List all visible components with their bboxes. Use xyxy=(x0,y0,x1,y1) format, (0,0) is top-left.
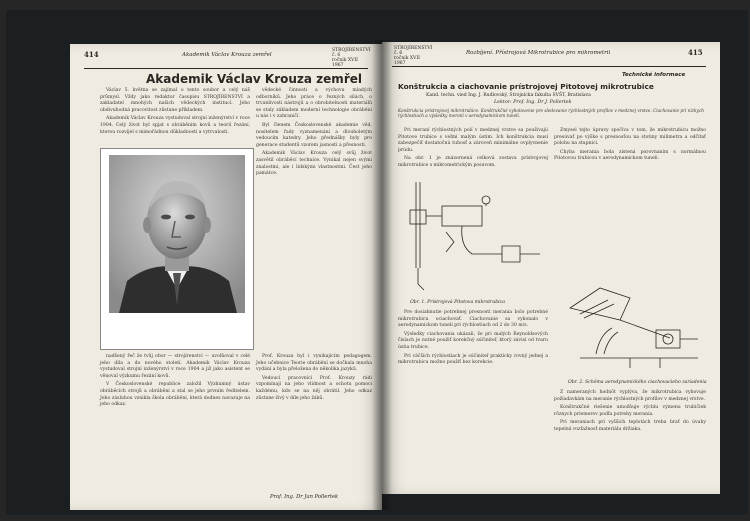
figure-1-caption: Obr. 1. Prístrojová Pitotova mikrotrubica xyxy=(410,300,505,305)
masthead-line: č. 6 xyxy=(332,53,341,58)
paragraph: V Československé republice založil Výzkumný ústav obráběcích strojů a obrábění a stal se jeho prvním ředitelem. Jeho zásluhou vznikla škola obrábění, která dodnes navazuje na jeho odkaz. xyxy=(100,382,250,408)
right-page-number: 415 xyxy=(688,48,703,57)
book-spine-gutter xyxy=(372,40,392,510)
right-column-1 xyxy=(398,128,548,172)
paragraph: Vedoucí pracovníci Prof. Krouzy rádi vzpomínají na jeho vlídnost a ochotu pomoci každému, kdo se na něj obrátil. Jeho odkaz zůstane živý v díle jeho žáků. xyxy=(256,375,372,401)
left-page-number: 414 xyxy=(84,50,99,59)
right-column-3 xyxy=(398,310,548,488)
paragraph: Pri väčších rýchlostiach je súčiniteľ prakticky rovný jednej a mikrotrubicu možno použiť bez korekcie. xyxy=(398,353,548,366)
paragraph: Pri meraní rýchlostných polí v medznej vrstve sa používajú Pitotove trubice s veľmi malým ústim. Ich konštrukcia musí zabezpečiť dostatočnú tuhosť a zároveň minimálne ovplyvnenie prúdu. xyxy=(398,128,548,153)
paragraph: Na obr. 1 je znázornená celková zostava prístrojovej mikrotrubice s mikrometrickým posuvom. xyxy=(398,156,548,168)
paragraph: Pre dosiahnutie potrebnej presnosti merania bolo potrebné mikrotrubicu ociachovať. Ciachovanie sa vykonalo v aerodynamickom tuneli pri rýchlostiach od 2 do 30 m/s. xyxy=(398,310,548,329)
right-column-2 xyxy=(554,128,706,264)
header-rule xyxy=(84,68,368,69)
figure-1-diagram xyxy=(402,176,548,296)
left-column-2 xyxy=(256,88,372,352)
masthead-line: 1967 xyxy=(332,63,344,68)
header-rule xyxy=(392,66,706,67)
paragraph: Z nameraných hodnôt vyplýva, že mikrotrubica vyhovuje požiadavkám na meranie rýchlostných profilov v medznej vrstve. xyxy=(554,390,706,402)
figure-2-caption: Obr. 2. Schéma aerodynamického ciachovacieho zariadenia xyxy=(568,380,707,385)
masthead-line: 1967 xyxy=(394,61,406,66)
abstract: Konštrukcia prístrojovej mikrotrubice. Konštrukčné vyhotovenie pre sledovanie rýchlostných profilov v medznej vrstve. Ciachovanie pri nízkych rýchlostiach a výsledky meraní v aerodynamickom tuneli. xyxy=(398,108,704,119)
article-title: Akademik Václav Krouza zemřel xyxy=(146,72,362,86)
paragraph: Byl členem Československé akademie věd, nositelem řady vyznamenání a dlouholetým vedoucím katedry. Jeho přednášky byly pro generace studentů vzorem jasnosti a přesnosti. xyxy=(256,122,372,148)
article-title: Konštrukcia a ciachovanie prístrojovej Pitotovej mikrotrubice xyxy=(398,82,654,91)
masthead-line: č. 6 xyxy=(394,51,403,56)
masthead-line: ročník XVII xyxy=(394,56,420,61)
right-page xyxy=(382,42,720,494)
paragraph: Akademik Václav Krouza celý svůj život zasvětil obráběcí technice. Vynikal nejen svými znalostmi, ale i lidskými vlastnostmi. Čest jeho památce. xyxy=(256,151,372,177)
left-column-1 xyxy=(100,88,250,146)
paragraph: Výsledky ciachovania ukázali, že pri malých Reynoldsových číslach je nutné použiť korekčný súčiniteľ, ktorý závisí od tvaru ústia trubice. xyxy=(398,331,548,350)
left-column-3 xyxy=(100,354,250,502)
paragraph: Akademik Václav Krouza vystudoval strojní inženýrství v roce 1904. Celý život byl spjat s obráběním kovů a teorií řezání, kterou rozvíjel s mimořádnou důkladností a vytrvalostí. xyxy=(100,116,250,135)
masthead-line: STROJÍRENSTVÍ xyxy=(332,48,371,53)
author-signature: Prof. Ing. Dr Jan Pollertek xyxy=(270,494,339,500)
paragraph: Chyba merania bola zistená porovnaním s normálnou Pitotovou trubicou v aerodynamickom tuneli. xyxy=(554,149,706,162)
right-masthead xyxy=(394,46,432,66)
figure-2-diagram xyxy=(560,268,706,378)
left-column-4 xyxy=(256,354,372,488)
masthead-line: STROJÍRENSTVÍ xyxy=(394,46,433,51)
right-running-head: Rozbíjení. Přístrojová Mikrotrubice pro mikrometrii xyxy=(466,50,611,56)
paragraph: Václav 5. května se zajímal o tento soubor a celý náš průmysl. Vždy jako redaktor časopisu STROJÍRENSTVÍ a zakladatel mnohých našich vědeckých institucí. Jeho obdivuhodná pracovitost zůstane příkladem. xyxy=(100,88,250,113)
section-heading: Technické informace xyxy=(622,72,686,78)
left-running-head: Akademik Václav Krouza zemřel xyxy=(182,52,272,58)
portrait-image xyxy=(109,155,245,313)
paragraph: Prof. Krouza byl i vynikajícím pedagogem. Jeho učebnice Teorie obrábění se dočkala mnoha vydání a byla přeložena do několika jazyků. xyxy=(256,354,372,373)
right-column-4 xyxy=(554,390,706,488)
paragraph: Zmysel tejto úpravy spočíva v tom, že mikrotrubicu možno presúvať po výške s presnosťou na stotiny milimetra a odčítať polohu na stupnici. xyxy=(554,128,706,147)
paragraph: vědecké činnosti a výchovu mladých odborníků. Jeho práce o řezných silách, o trvanlivosti nástrojů a o obrobitelnosti materiálů se staly základem moderní technologie obrábění u nás i v zahraničí. xyxy=(256,88,372,120)
paragraph: nadšený řeč že tvůj obor — strojírenství — uvolňoval v celé jeho díla a do nového století. Akademik Václav Krouza vystudoval strojní inženýrství v roce 1904 a již jako asistent se věnoval výzkumu řezání kovů. xyxy=(100,354,250,379)
masthead-line: ročník XVII xyxy=(332,58,358,63)
reviewer: Lektor: Prof. Ing. Dr J. Pollertek xyxy=(494,100,572,105)
paragraph: Pri meraniach pri vyšších teplotách treba brať do úvahy tepelnú rozťažnosť materiálu držiaka. xyxy=(554,420,706,432)
paragraph: Konštrukčné riešenie umožňuje rýchlu výmenu trubičiek rôznych priemerov podľa potreby merania. xyxy=(554,405,706,417)
portrait-photo xyxy=(100,148,254,350)
left-masthead xyxy=(332,48,370,68)
article-authors: Kand. techn. vied Ing. J. Rudlovský, Strojnícka fakulta SVŠT, Bratislava xyxy=(426,93,591,98)
left-page xyxy=(70,44,382,510)
